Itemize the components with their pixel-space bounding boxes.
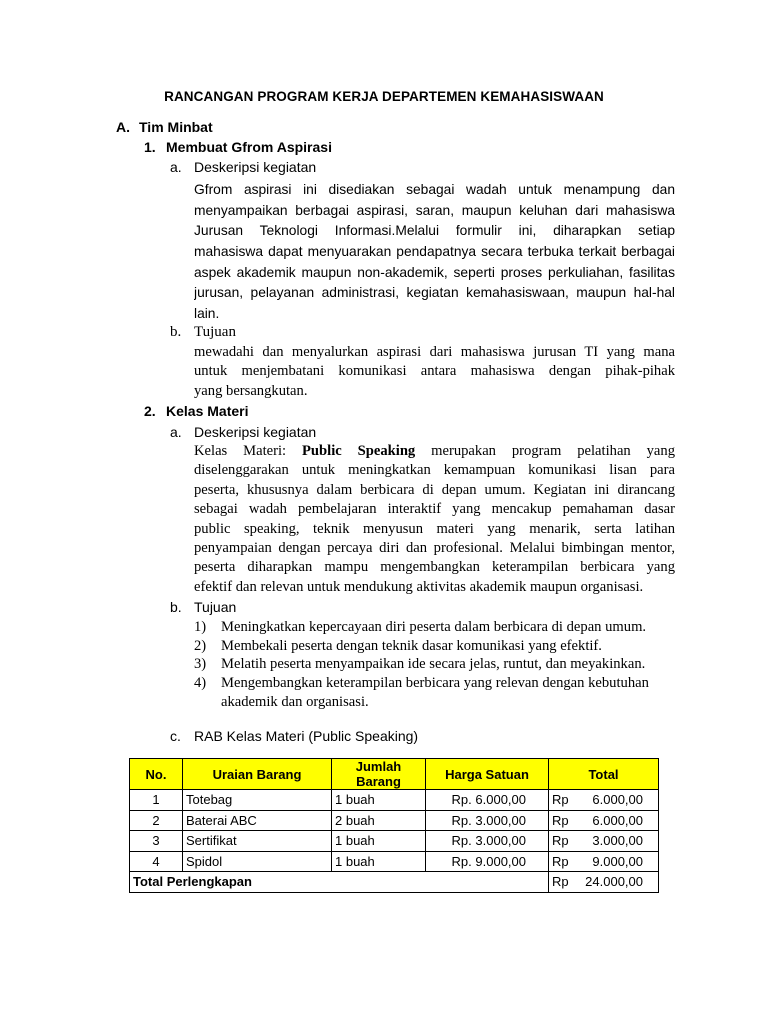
cell-price: Rp. 3.000,00 (426, 831, 549, 852)
program-2-goal-list (194, 618, 675, 712)
program-2-title: Kelas Materi (166, 403, 249, 419)
amount: 6.000,00 (592, 812, 643, 828)
cell-total (549, 851, 659, 872)
list-text: Membekali peserta dengan teknik dasar komunikasi yang efektif. (221, 637, 602, 654)
cell-total (549, 790, 659, 811)
program-2-goal-heading (170, 599, 236, 615)
cell-qty: 1 buah (332, 790, 426, 811)
column-header-no: No. (130, 759, 183, 790)
list-item (194, 618, 675, 637)
cell-no: 2 (130, 810, 183, 831)
program-1-desc-label: a. (170, 159, 182, 175)
list-number: 2) (194, 637, 207, 654)
program-2-description (194, 442, 675, 597)
cell-item: Spidol (183, 851, 332, 872)
text-line: peserta diharapkan mampu mengembangkan keterampilan berbicara yang (194, 559, 675, 576)
currency: Rp (552, 853, 569, 869)
text-line: mewadahi dan menyalurkan aspirasi dari mahasiswa jurusan TI yang mana (194, 344, 675, 360)
text-line: untuk menjembatani komunikasi antara mahasiswa dengan pihak-pihak (194, 363, 675, 380)
cell-no: 4 (130, 851, 183, 872)
document-title: RANCANGAN PROGRAM KERJA DEPARTEMEN KEMAHASISWAAN (164, 89, 604, 104)
cell-qty: 1 buah (332, 851, 426, 872)
column-header-total: Total (549, 759, 659, 790)
program-2-desc-heading (170, 424, 316, 440)
cell-total (549, 831, 659, 852)
currency: Rp (552, 792, 569, 808)
cell-price: Rp. 6.000,00 (426, 790, 549, 811)
column-header-qty: Jumlah Barang (332, 759, 426, 790)
cell-item: Totebag (183, 790, 332, 811)
list-text: Mengembangkan keterampilan berbicara yang relevan dengan kebutuhan akademik dan organisasi. (221, 675, 649, 710)
program-2-desc-label: a. (170, 424, 182, 440)
program-1-goal (194, 343, 675, 401)
currency: Rp (552, 833, 569, 849)
program-2-rab-heading (170, 728, 418, 744)
total-value (549, 872, 659, 893)
text-line: diselenggarakan untuk meningkatkan kemampuan komunikasi lisan para (194, 462, 675, 479)
program-1-desc-heading (170, 159, 316, 175)
cell-qty: 1 buah (332, 831, 426, 852)
section-a-heading (116, 119, 213, 135)
total-label: Total Perlengkapan (130, 872, 549, 893)
list-text: Meningkatkan kepercayaan diri peserta dalam berbicara di depan umum. (221, 619, 647, 635)
text-fragment: Kelas Materi: (194, 443, 302, 459)
amount: 6.000,00 (592, 792, 643, 808)
table-header-row (130, 759, 659, 790)
text-line: public speaking, teknik menyusun materi yang menarik, serta latihan (194, 520, 675, 537)
table-total-row (130, 872, 659, 893)
list-item (194, 655, 675, 674)
program-1-goal-label: b. (170, 324, 182, 340)
list-number: 4) (194, 675, 207, 692)
cell-price: Rp. 9.000,00 (426, 851, 549, 872)
section-a-label: A. (116, 119, 130, 135)
text-line: lain. (194, 306, 220, 322)
cell-price: Rp. 3.000,00 (426, 810, 549, 831)
table-row (130, 790, 659, 811)
cell-no: 1 (130, 790, 183, 811)
text-line: peserta, khususnya dalam berbicara di depan umum. Kegiatan ini dirancang (194, 481, 675, 498)
program-2-heading (144, 403, 248, 419)
program-1-desc-title: Deskeripsi kegiatan (194, 159, 317, 175)
cell-no: 3 (130, 831, 183, 852)
section-a-title: Tim Minbat (139, 119, 213, 135)
list-item (194, 637, 675, 656)
text-line: jurusan, pelayanan administrasi, kegiatan kemahasiswaan, maupun hal-hal (194, 285, 675, 301)
text-line: Gfrom aspirasi ini disediakan sebagai wadah untuk menampung dan (194, 182, 675, 197)
program-2-rab-title: RAB Kelas Materi (Public Speaking) (194, 728, 419, 744)
table-row (130, 810, 659, 831)
cell-total (549, 810, 659, 831)
amount: 9.000,00 (592, 853, 643, 869)
text-line: menyampaikan berbagai aspirasi, saran, maupun keluhan dari mahasiswa (194, 202, 675, 218)
list-item (194, 674, 675, 711)
rab-table (129, 758, 659, 893)
column-header-item: Uraian Barang (183, 759, 332, 790)
text-line: efektif dan relevan untuk mendukung aktivitas akademik maupun organisasi. (194, 578, 644, 595)
program-2-rab-label: c. (170, 728, 181, 744)
bold-term: Public Speaking (302, 443, 416, 459)
column-header-price: Harga Satuan (426, 759, 549, 790)
program-1-goal-title: Tujuan (194, 324, 236, 340)
program-1-heading (144, 139, 332, 155)
list-number: 1) (194, 619, 207, 635)
text-line: aspek akademik maupun non-akademik, seperti proses perkuliahan, fasilitas (194, 264, 675, 280)
cell-qty: 2 buah (332, 810, 426, 831)
text-line: penyampaian dengan percaya diri dan profesional. Melalui bimbingan mentor, (194, 539, 675, 556)
cell-item: Sertifikat (183, 831, 332, 852)
amount: 3.000,00 (592, 833, 643, 849)
amount: 24.000,00 (585, 874, 643, 890)
table-row (130, 851, 659, 872)
program-1-title: Membuat Gfrom Aspirasi (166, 139, 332, 155)
table-row (130, 831, 659, 852)
text-line: yang bersangkutan. (194, 382, 308, 399)
text-line: sebagai wadah pembelajaran interaktif yang mencakup pemahaman dasar (194, 501, 675, 518)
text-line: Jurusan Teknologi Informasi.Melalui formulir ini, diharapkan setiap (194, 223, 675, 239)
list-number: 3) (194, 656, 207, 673)
text-fragment: merupakan program pelatihan yang (415, 443, 675, 459)
program-2-goal-title: Tujuan (194, 599, 237, 615)
program-1-goal-heading (170, 324, 236, 341)
program-2-goal-label: b. (170, 599, 182, 615)
program-1-description (194, 180, 675, 325)
list-text: Melatih peserta menyampaikan ide secara jelas, runtut, dan meyakinkan. (221, 656, 646, 673)
cell-item: Baterai ABC (183, 810, 332, 831)
program-2-desc-title: Deskeripsi kegiatan (194, 424, 317, 440)
program-1-label: 1. (144, 139, 156, 155)
text-line (194, 442, 675, 461)
currency: Rp (552, 812, 569, 828)
program-2-label: 2. (144, 403, 156, 419)
currency: Rp (552, 874, 569, 890)
text-line: mahasiswa dapat menyuarakan pendapatnya secara terbuka terkait berbagai (194, 244, 675, 260)
